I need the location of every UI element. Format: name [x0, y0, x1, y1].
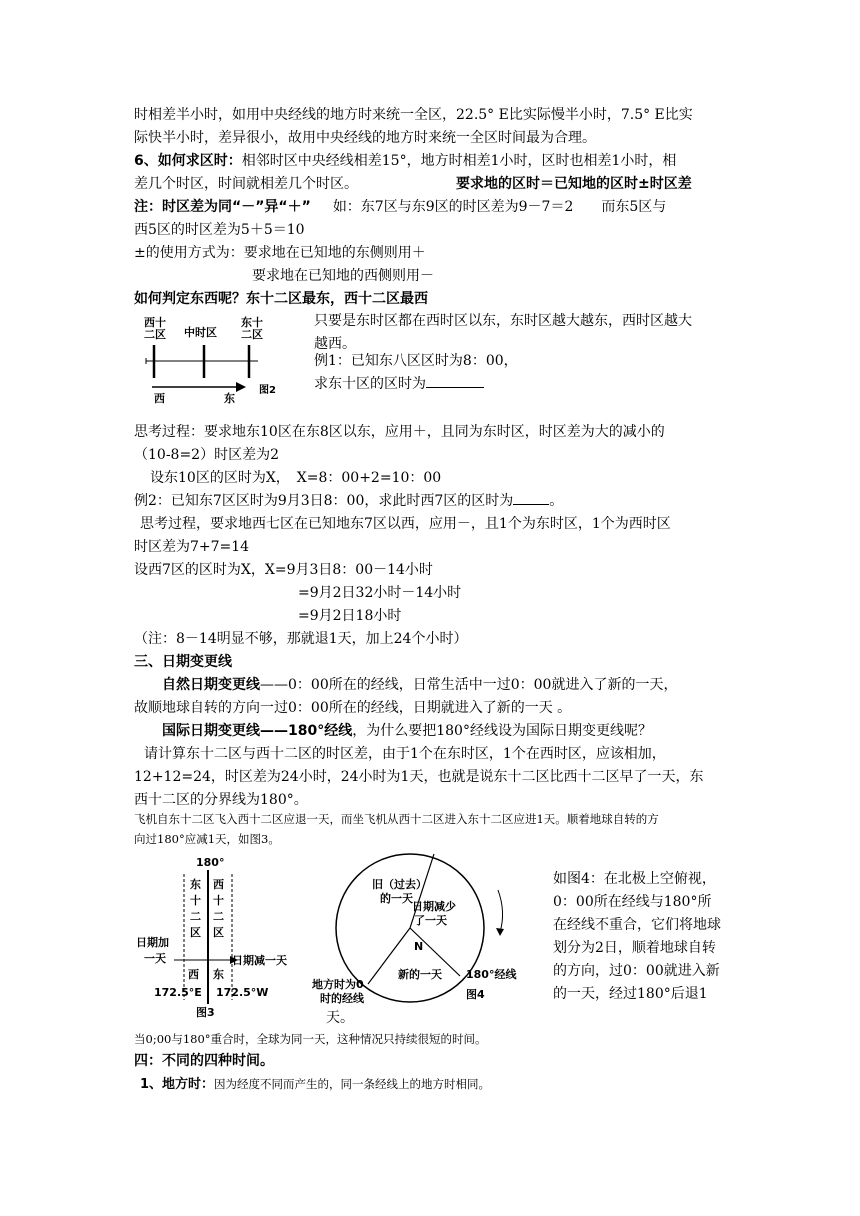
text-line	[134, 175, 358, 193]
text-line: 西十二区的分界线为180°。	[134, 792, 308, 808]
section-heading: 四：不同的四种时间。	[134, 1053, 274, 1069]
text-line: 思考过程，要求地西七区在已知地东7区以西，应用－，且1个为东时区，1个为西时区	[140, 516, 671, 532]
svg-text:了一天: 了一天	[414, 914, 447, 927]
text-line: 设西7区的区时为X，X=9月3日8：00－14小时	[134, 562, 433, 578]
text-line: =9月2日32小时－14小时	[298, 585, 462, 601]
note-bold: 注：时区差为同“－”异“＋”	[134, 199, 311, 215]
fig3-add-day: 日期加	[136, 936, 169, 949]
text-line: 西5区的时区差为5＋5＝10	[134, 222, 305, 238]
text-span: ，为什么要把180°经线设为国际日期变更线呢？	[352, 723, 652, 739]
text-line: 当0;00与180°重合时，全球为同一天，这种情况只持续很短的时间。	[134, 1032, 487, 1046]
figure-2-diagram	[138, 312, 288, 404]
section-heading: 6、如何求区时：	[134, 153, 242, 169]
fig2-central-label: 中时区	[184, 326, 217, 339]
text-span: 。	[549, 493, 564, 509]
fig3-sub-day: 日期减一天	[232, 954, 287, 967]
text-line	[162, 676, 677, 694]
text-line: 在经线不重合，它们将地球	[553, 917, 721, 933]
fig4-new-day: 新的一天	[398, 968, 442, 981]
svg-text:二: 二	[213, 910, 224, 923]
text-line: 例1：已知东八区区时为8：00，	[314, 353, 518, 369]
text-span: 求东十区的区时为	[314, 376, 426, 392]
fig3-west-label: 西	[188, 968, 199, 981]
text-line: 思考过程：要求地东10区在东8区以东，应用＋，且同为东时区，时区差为大的减小的	[134, 424, 665, 440]
text-line	[134, 198, 666, 216]
figure-3-diagram	[134, 852, 310, 1032]
svg-text:二: 二	[190, 910, 201, 923]
fig3-caption: 图3	[196, 1006, 215, 1019]
text-line: 的方向，过0：00就进入新	[553, 963, 720, 979]
fig3-east12-label: 东	[190, 878, 201, 891]
svg-text:一天: 一天	[144, 952, 166, 965]
text-span: 差几个时区，时间就相差几个时区。	[134, 176, 358, 192]
fig2-east12-label: 东十	[241, 316, 263, 329]
svg-text:十: 十	[190, 894, 201, 907]
text-line	[162, 722, 652, 740]
text-line: （注：8－14明显不够，那就退1天，加上24个小时）	[134, 631, 468, 647]
term-bold: 自然日期变更线	[162, 677, 260, 693]
text-line: 如图4：在北极上空俯视，	[553, 871, 716, 887]
fig4-midnight: 地方时为0	[312, 978, 364, 991]
fig2-east12-label2: 二区	[241, 328, 263, 341]
fig4-old-day: 旧（过去）	[372, 878, 427, 891]
text-line: 只要是东时区都在西时区以东，东时区越大越东，西时区越大	[314, 313, 692, 329]
fig2-west-label: 西	[154, 392, 165, 404]
term-bold: 1、地方时：	[140, 1077, 215, 1092]
fig2-east-label: 东	[224, 392, 235, 404]
subheading: 如何判定东西呢？东十二区最东，西十二区最西	[134, 291, 428, 307]
text-span: ——0：00所在的经线，日常生活中一过0：00就进入了新的一天，	[260, 677, 678, 693]
text-line: 向过180°应减1天，如图3。	[134, 832, 280, 846]
fig3-top-label: 180°	[196, 856, 225, 869]
formula-text: 要求地的区时＝已知地的区时±时区差	[456, 176, 692, 192]
figure-4-diagram	[310, 852, 530, 1032]
svg-text:时的经线: 时的经线	[320, 992, 364, 1005]
fig2-caption: 图2	[259, 385, 276, 396]
svg-text:区: 区	[213, 926, 224, 939]
fig3-east-label: 东	[213, 968, 224, 981]
fig4-north: N	[414, 940, 424, 953]
text-line: 飞机自东十二区飞入西十二区应退一天，而坐飞机从西十二区进入东十二区应进1天。顺着地球自转的方	[134, 812, 659, 826]
text-line: 际快半小时，差异很小，故用中央经线的地方时来统一全区时间最为合理。	[134, 130, 596, 146]
text-line: 划分为2日，顺着地球自转	[553, 940, 716, 956]
text-line: 时区差为7+7=14	[134, 539, 250, 555]
fig4-caption: 图4	[466, 988, 485, 1001]
text-span: 如：东7区与东9区的时区差为9－7＝2 而东5区与	[332, 199, 667, 215]
text-span: 例2：已知东7区区时为9月3日8：00，求此时西7区的区时为	[134, 493, 514, 509]
svg-text:十: 十	[213, 894, 224, 907]
svg-text:的一天: 的一天	[380, 892, 413, 905]
text-line: 天。	[326, 1010, 354, 1026]
fig3-west12-label: 西	[213, 878, 224, 891]
text-line	[134, 152, 676, 170]
answer-blank[interactable]	[513, 492, 549, 505]
text-line: =9月2日18小时	[298, 608, 402, 624]
text-line: 设东10区的区时为X， X=8：00+2=10：00	[150, 470, 442, 486]
text-line: 越西。	[314, 336, 356, 352]
svg-text:区: 区	[190, 926, 201, 939]
text-span: 因为经度不同而产生的，同一条经线上的地方时相同。	[214, 1077, 491, 1091]
text-line	[140, 1075, 490, 1094]
text-line: 12+12=24，时区差为24小时，24小时为1天，也就是说东十二区比西十二区早了一天，东	[134, 769, 704, 785]
text-line: 时相差半小时，如用中央经线的地方时来统一全区，22.5° E比实际慢半小时，7.5° E比实	[134, 107, 693, 123]
text-line: 要求地在已知地的西侧则用－	[252, 268, 434, 284]
fig3-lon-west: 172.5°W	[216, 986, 269, 999]
fig4-line180: 180°经线	[466, 968, 517, 981]
text-line: 故顺地球自转的方向一过0：00所在的经线，日期就进入了新的一天 。	[134, 700, 572, 716]
fig3-lon-east: 172.5°E	[154, 986, 202, 999]
text-span: 相邻时区中央经线相差15°，地方时相差1小时，区时也相差1小时，相	[241, 153, 677, 169]
section-heading: 三、日期变更线	[134, 654, 232, 670]
text-line	[314, 375, 484, 393]
text-line: ±的使用方式为：要求地在已知地的东侧则用＋	[134, 245, 426, 261]
fig4-minus-day: 日期减少	[412, 900, 456, 913]
text-line: 请计算东十二区与西十二区的时区差，由于1个在东时区，1个在西时区，应该相加，	[144, 746, 666, 762]
text-line: （10-8=2）时区差为2	[134, 447, 279, 463]
answer-blank[interactable]	[426, 375, 484, 388]
text-line: 0：00所在经线与180°所	[553, 894, 712, 910]
text-line	[134, 492, 563, 510]
text-line: 的一天，经过180°后退1	[553, 986, 708, 1002]
term-bold: 国际日期变更线——180°经线	[162, 723, 353, 739]
fig2-west12-label2: 二区	[144, 328, 166, 341]
fig2-west12-label: 西十	[144, 316, 166, 329]
